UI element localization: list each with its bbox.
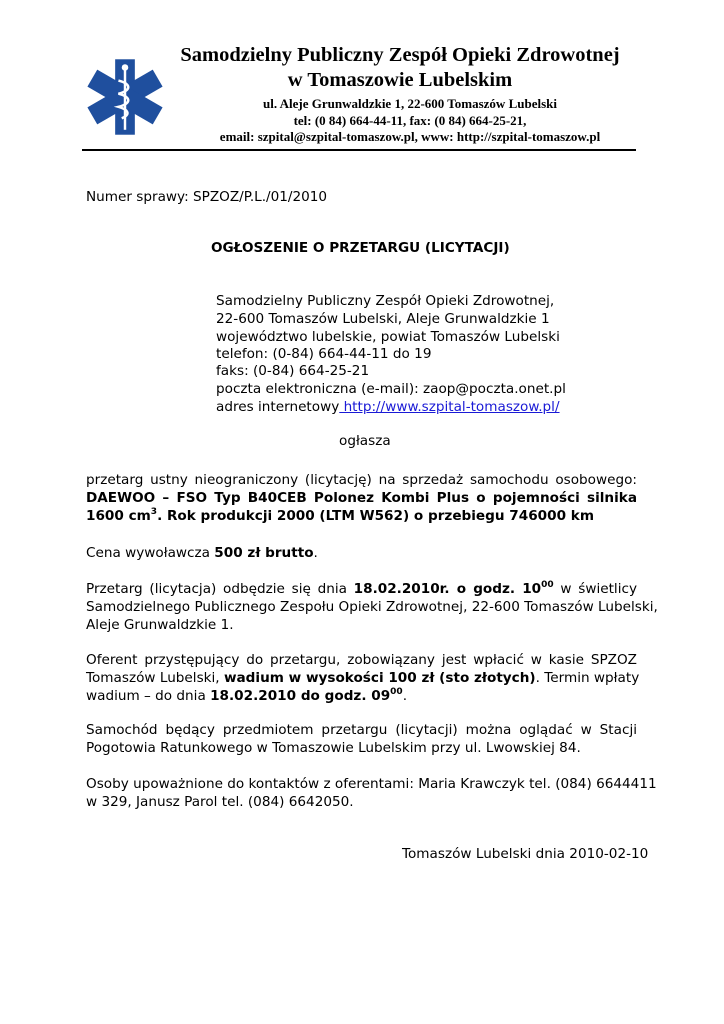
institution-website-line — [216, 399, 560, 416]
paragraph-line: Osoby upoważnione do kontaktów z oferentami: Maria Krawczyk tel. (084) 6644411 — [86, 776, 657, 792]
organization-name-line1: Samodzielny Publiczny Zespół Opieki Zdrowotnej — [180, 44, 620, 66]
deposit-deadline-intro: . Termin wpłaty — [535, 670, 640, 686]
page-title: OGŁOSZENIE O PRZETARGU (LICYTACJI) — [211, 240, 510, 256]
institution-line: telefon: (0-84) 664-44-11 do 19 — [216, 346, 432, 362]
paragraph-line — [86, 580, 637, 598]
auction-date-intro: Przetarg (licytacja) odbędzie się dnia — [86, 581, 354, 597]
paragraph-line — [86, 687, 637, 705]
deposit-period: . — [402, 688, 408, 704]
organization-phone-fax: tel: (0 84) 664-44-11, fax: (0 84) 664-25-21, — [293, 113, 527, 128]
deposit-deadline-minutes: 00 — [390, 687, 403, 697]
paragraph-line: Samodzielnego Publicznego Zespołu Opieki Zdrowotnej, 22-600 Tomaszów Lubelski, — [86, 599, 658, 615]
vehicle-description: DAEWOO – FSO Typ B40CEB Polonez Kombi Plus o pojemności silnika — [86, 490, 637, 506]
institution-line: Samodzielny Publiczny Zespół Opieki Zdrowotnej, — [216, 293, 555, 309]
deposit-intro: Tomaszów Lubelski, — [86, 670, 224, 686]
paragraph-line — [86, 669, 640, 687]
paragraph-line: przetarg ustny nieograniczony (licytację) na sprzedaż samochodu osobowego: — [86, 472, 637, 488]
paragraph-line — [86, 544, 637, 562]
paragraph-deposit — [86, 651, 640, 705]
auction-place-intro: w świetlicy — [553, 581, 637, 597]
paragraph-sale-subject — [86, 471, 637, 525]
deposit-amount: wadium w wysokości 100 zł (sto złotych) — [223, 670, 536, 686]
institution-line: 22-600 Tomaszów Lubelski, Aleje Grunwaldzkie 1 — [216, 311, 550, 327]
deposit-deadline-text: 18.02.2010 do godz. 09 — [210, 688, 391, 704]
price-label: Cena wywoławcza — [86, 545, 215, 561]
paragraph-starting-price — [86, 544, 637, 562]
starting-price: 500 zł brutto — [214, 545, 314, 561]
paragraph-line: Samochód będący przedmiotem przetargu (licytacji) można oglądać w Stacji — [86, 722, 637, 738]
paragraph-line: Aleje Grunwaldzkie 1. — [86, 617, 234, 633]
paragraph-line: w 329, Janusz Parol tel. (084) 6642050. — [86, 794, 354, 810]
header-divider — [82, 149, 636, 151]
organization-address: ul. Aleje Grunwaldzkie 1, 22-600 Tomaszów Lubelski — [263, 96, 557, 111]
paragraph-line: Oferent przystępujący do przetargu, zobowiązany jest wpłacić w kasie SPZOZ — [86, 652, 637, 668]
paragraph-line: Pogotowia Ratunkowego w Tomaszowie Lubelskim przy ul. Lwowskiej 84. — [86, 740, 581, 756]
organization-email-www: email: szpital@szpital-tomaszow.pl, www: http://szpital-tomaszow.pl — [219, 129, 601, 144]
place-and-date: Tomaszów Lubelski dnia 2010-02-10 — [402, 846, 649, 862]
auction-time-minutes: 00 — [541, 580, 554, 590]
letterhead — [0, 0, 724, 155]
auction-date-text: 18.02.2010r. o godz. 10 — [353, 581, 542, 597]
price-period: . — [313, 545, 318, 561]
institution-line: poczta elektroniczna (e-mail): zaop@poczta.onet.pl — [216, 381, 566, 397]
cubic-superscript: 3 — [150, 507, 158, 517]
announces-word: ogłasza — [339, 433, 391, 449]
vehicle-details — [86, 507, 637, 525]
deposit-deadline-label: wadium – do dnia — [86, 688, 211, 704]
auction-date — [354, 581, 554, 597]
production-mileage-text: . Rok produkcji 2000 (LTM W562) o przebiegu 746000 km — [157, 508, 594, 524]
institution-line: faks: (0-84) 664-25-21 — [216, 363, 370, 379]
paragraph-auction-date — [86, 580, 658, 634]
deposit-deadline — [210, 688, 403, 704]
website-label: adres internetowy — [216, 399, 340, 415]
case-number: Numer sprawy: SPZOZ/P.L./01/2010 — [86, 189, 328, 205]
paragraph-contacts — [86, 775, 657, 811]
capacity-text: 1600 cm — [86, 508, 151, 524]
organization-name-line2: w Tomaszowie Lubelskim — [287, 69, 513, 91]
institution-line: województwo lubelskie, powiat Tomaszów Lubelski — [216, 329, 560, 345]
website-link[interactable]: http://www.szpital-tomaszow.pl/ — [339, 399, 560, 415]
paragraph-inspection — [86, 721, 637, 757]
